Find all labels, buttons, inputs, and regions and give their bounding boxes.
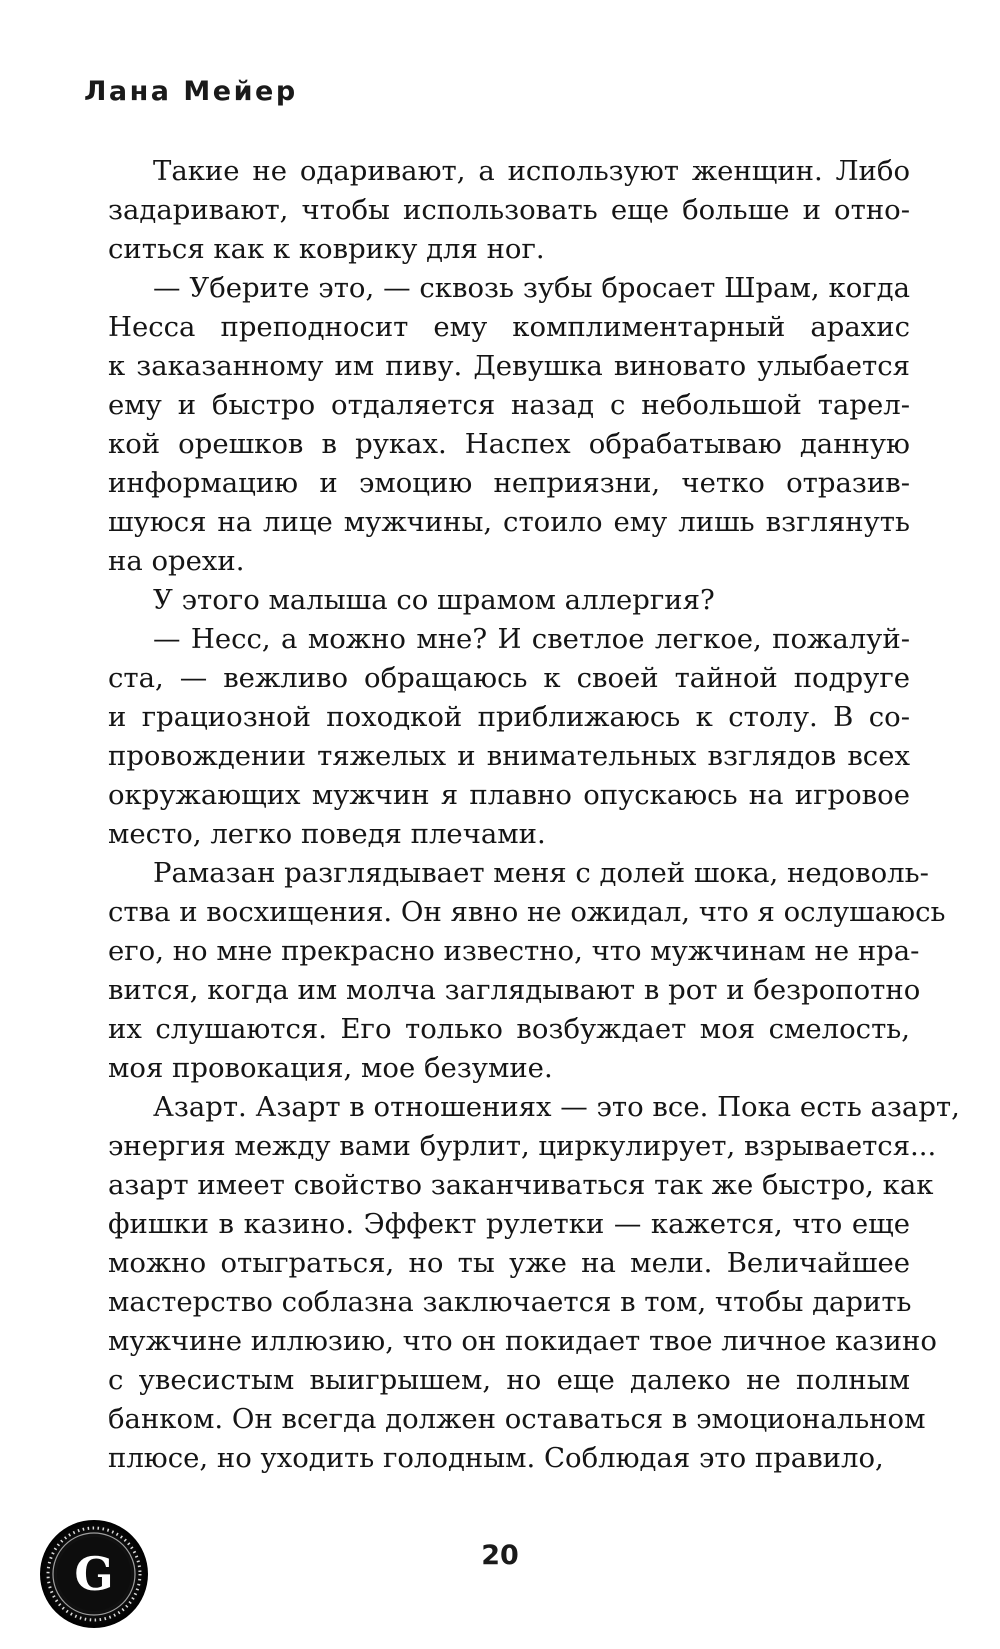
text-line: провождении тяжелых и внимательных взглядов всех (108, 740, 910, 772)
text-line: У этого малыша со шрамом аллергия? (153, 584, 715, 616)
text-line: кой орешков в руках. Наспех обрабатываю данную (108, 428, 910, 460)
publisher-logo-icon (38, 1518, 150, 1630)
paragraph (108, 1088, 960, 1478)
text-line: мастерство соблазна заключается в том, чтобы дарить (108, 1286, 912, 1318)
text-line: Азарт. Азарт в отношениях — это все. Пока есть азарт, (153, 1091, 960, 1123)
text-line: — Несс, а можно мне? И светлое легкое, пожалуй- (153, 623, 910, 655)
logo-letter: G (74, 1547, 114, 1601)
text-line: мужчине иллюзию, что он покидает твое личное казино (108, 1325, 937, 1357)
text-line: Рамазан разглядывает меня с долей шока, недоволь- (153, 857, 929, 889)
text-line: место, легко поведя плечами. (108, 818, 546, 850)
text-line: моя провокация, мое безумие. (108, 1052, 553, 1084)
text-line: фишки в казино. Эффект рулетки — кажется, что еще (108, 1208, 910, 1240)
text-line: задаривают, чтобы использовать еще больше и отно- (108, 194, 910, 226)
text-line: — Уберите это, — сквозь зубы бросает Шрам, когда (153, 272, 910, 304)
text-line: Такие не одаривают, а используют женщин. Либо (153, 155, 910, 187)
text-line: на орехи. (108, 545, 245, 577)
paragraph (108, 581, 910, 620)
text-line: и грациозной походкой приближаюсь к столу. В со- (108, 701, 910, 733)
text-line: ства и восхищения. Он явно не ожидал, что я ослушаюсь (108, 896, 946, 928)
text-line: энергия между вами бурлит, циркулирует, взрывается... (108, 1130, 937, 1162)
text-line: плюсе, но уходить голодным. Соблюдая это правило, (108, 1442, 884, 1474)
text-line: ему и быстро отдаляется назад с небольшой тарел- (108, 389, 910, 421)
text-line: можно отыграться, но ты уже на мели. Величайшее (108, 1247, 910, 1279)
paragraph (108, 854, 946, 1088)
text-line: к заказанному им пиву. Девушка виновато улыбается (108, 350, 910, 382)
text-line: Несса преподносит ему комплиментарный арахис (108, 311, 910, 343)
text-line: вится, когда им молча заглядывают в рот и безропотно (108, 974, 921, 1006)
text-line: ситься как к коврику для ног. (108, 233, 545, 265)
paragraph (108, 152, 910, 269)
text-line: окружающих мужчин я плавно опускаюсь на игровое (108, 779, 910, 811)
paragraph (108, 269, 910, 581)
paragraph (108, 620, 910, 854)
text-line: информацию и эмоцию неприязни, четко отразив- (108, 467, 910, 499)
text-line: азарт имеет свойство заканчиваться так же быстро, как (108, 1169, 934, 1201)
text-line: ста, — вежливо обращаюсь к своей тайной подруге (108, 662, 910, 694)
page-number: 20 (481, 1540, 519, 1571)
text-line: их слушаются. Его только возбуждает моя смелость, (108, 1013, 910, 1045)
running-header-author: Лана Мейер (84, 76, 298, 107)
text-line: его, но мне прекрасно известно, что мужчинам не нра- (108, 935, 920, 967)
body-text (108, 152, 960, 1478)
text-line: банком. Он всегда должен оставаться в эмоциональном (108, 1403, 926, 1435)
text-line: шуюся на лице мужчины, стоило ему лишь взглянуть (108, 506, 910, 538)
text-line: с увесистым выигрышем, но еще далеко не полным (108, 1364, 910, 1396)
